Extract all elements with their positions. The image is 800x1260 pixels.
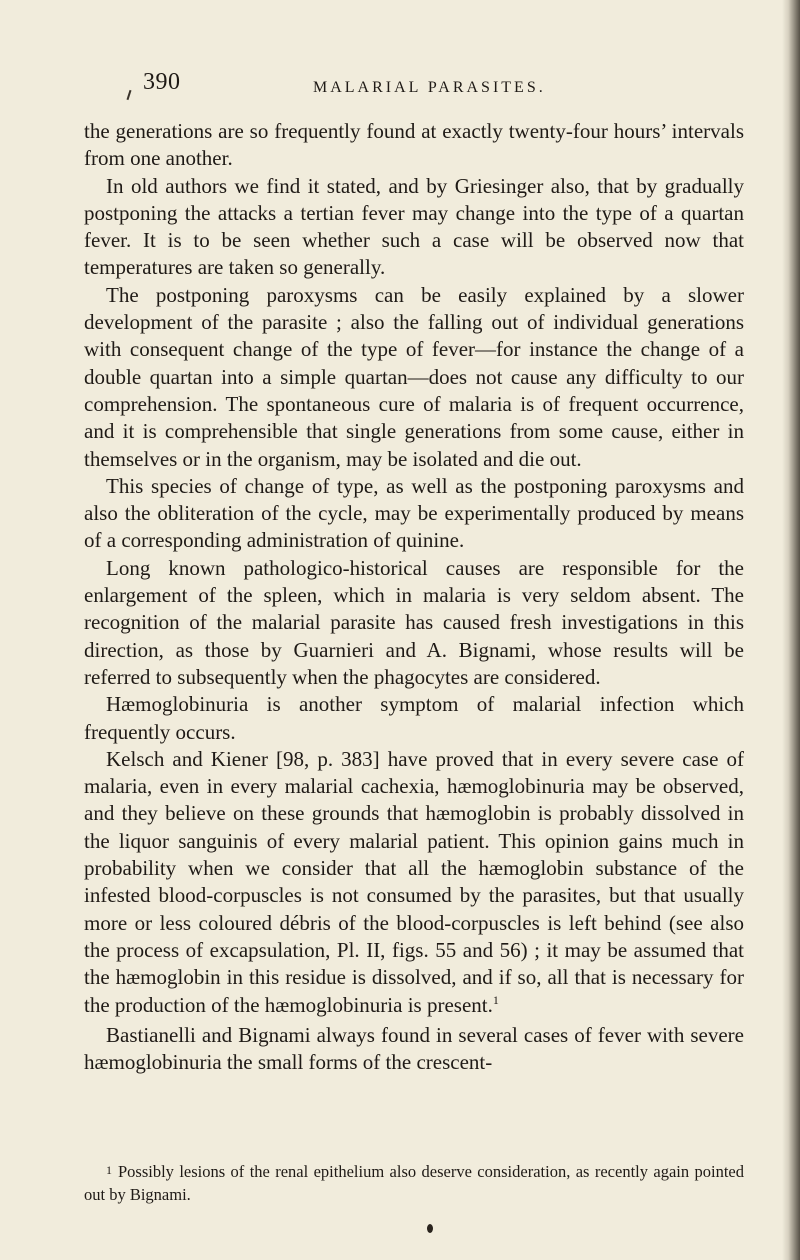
footnote-reference: 1 xyxy=(492,992,499,1007)
paragraph: Long known pathologico-historical causes are responsible for the enlargement of the spleen, which in malaria is very seldom absent. The recognition of the malarial parasite has caused fresh investigations in this direction, as those by Guarnieri and A. Bignami, whose results will be referred to subsequently when the phagocytes are considered. xyxy=(84,555,744,689)
paragraph: This species of change of type, as well as the postponing paroxysms and also the obliteration of the cycle, may be experimentally produced by means of a corresponding administration of quinine. xyxy=(84,473,744,553)
footnote-marker: 1 xyxy=(106,1163,112,1177)
page-edge-shadow xyxy=(782,0,800,1260)
margin-tick-mark xyxy=(127,90,132,100)
paragraph-text: Kelsch and Kiener [98, p. 383] have proved that in every severe case of malaria, even in every malarial cachexia, hæmoglobinuria may be observed, and they believe on these grounds that hæmoglobin is probably dissolved in the liquor sanguinis of every malarial patient. This opinion gains much in probability when we consider that all the hæmoglobin substance of the infested blood-corpuscles is not consumed by the parasites, but that usually more or less coloured débris of the blood-corpuscles is left behind (see also the process of excapsulation, Pl. II, figs. 55 and 56) ; it may be assumed that the hæmoglobin in this residue is dissolved, and if so, all that is necessary for the production of the hæmoglobinuria is present. xyxy=(84,746,744,1017)
paragraph: Bastianelli and Bignami always found in several cases of fever with severe hæmoglobinuria the small forms of the crescent- xyxy=(84,1022,744,1075)
paragraph: In old authors we find it stated, and by Griesinger also, that by gradually postponing the attacks a tertian fever may change into the type of a quartan fever. It is to be seen whether such a case will be observed now that temperatures are taken so generally. xyxy=(84,173,744,280)
body-text xyxy=(84,118,744,1076)
page-number: 390 xyxy=(143,69,181,95)
paragraph: The postponing paroxysms can be easily explained by a slower development of the parasite ; also the falling out of individual generations with consequent change of the type of fever—for instance the change of a double quartan into a simple quartan—does not cause any difficulty to our comprehension. The spontaneous cure of malaria is of frequent occurrence, and it is comprehensible that single generations from some cause, either in themselves or in the organism, may be isolated and die out. xyxy=(84,282,744,471)
running-head: MALARIAL PARASITES. xyxy=(313,79,546,96)
ink-spot xyxy=(427,1224,433,1233)
footnote-text: Possibly lesions of the renal epithelium also deserve consideration, as recently again pointed out by Bignami. xyxy=(84,1162,744,1204)
paragraph-continuation: the generations are so frequently found at exactly twenty-four hours’ intervals from one another. xyxy=(84,119,744,171)
footnote xyxy=(84,1161,744,1206)
paragraph-with-footnote-ref xyxy=(84,746,744,1022)
paragraph: Hæmoglobinuria is another symptom of malarial infection which frequently occurs. xyxy=(84,692,744,744)
